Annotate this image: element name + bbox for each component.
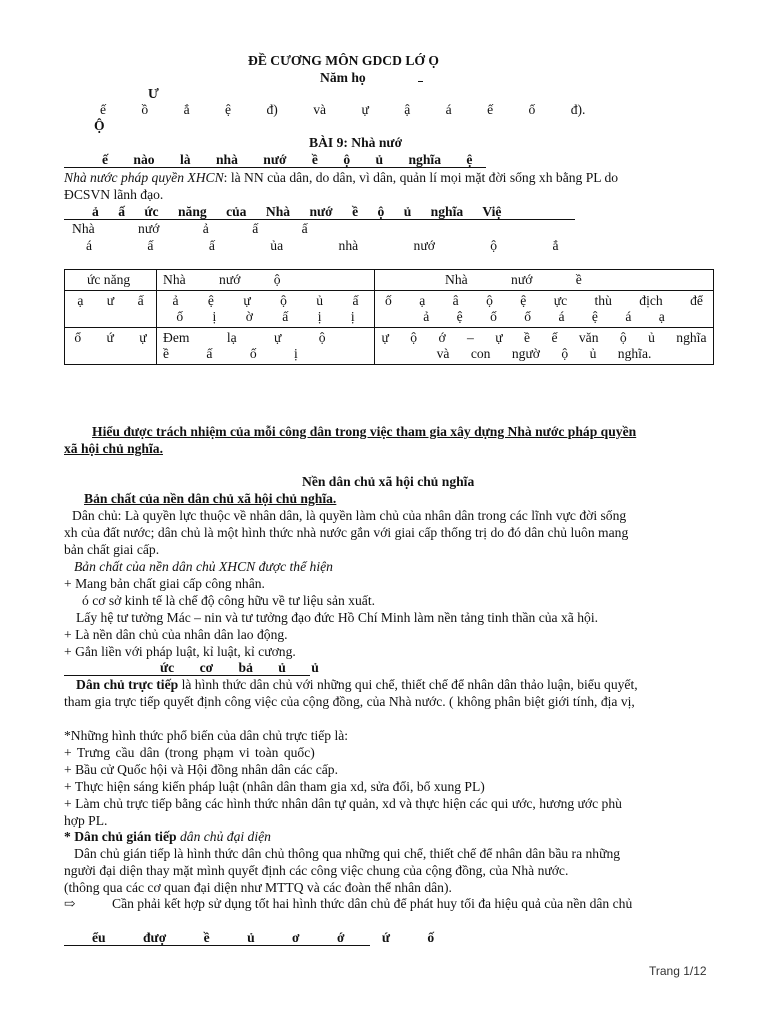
common-form-item: + Làm chủ trực tiếp bằng các hình thức nhân dân tự quản, xd và thực hiện các qui ước, hương ước phù <box>64 796 622 811</box>
question-2: ả ấ ức năng của Nhà nướ ề ộ ủ nghĩa Việ <box>92 204 502 219</box>
direct-democracy-line-2: tham gia trực tiếp quyết định công việc của cộng đồng, của Nhà nước. ( không phân biệt giới tính, địa vị, <box>64 694 635 709</box>
nature-item: ó cơ sở kinh tế là chế độ công hữu về tư liệu sản xuất. <box>82 593 375 608</box>
document-title: ĐỀ CƯƠNG MÔN GDCD LỚ Ọ <box>248 53 439 68</box>
last-heading-underline <box>64 945 370 946</box>
nature-item: Lấy hệ tư tưởng Mác – nin và tư tưởng đạo đức Hồ Chí Minh làm nền tảng tinh thần của xã hội. <box>76 610 598 625</box>
note-mark-2: Ộ <box>94 118 105 133</box>
note-line: ế ồ ắ ệ đ) và ự ậ á ế ố đ). <box>100 102 586 117</box>
year-underline <box>418 81 423 82</box>
common-form-item: hợp PL. <box>64 813 108 828</box>
question-1-underline <box>64 167 486 168</box>
nature-line-a: Nhà nướ ả ấ ấ <box>72 221 308 236</box>
function-table <box>64 269 714 365</box>
democracy-title: Nền dân chủ xã hội chủ nghĩa <box>302 474 475 489</box>
nature-line-b: á ấ ấ ủa nhà nướ ộ ắ <box>86 238 559 253</box>
common-form-item: + Trưng cầu dân (trong phạm vi toàn quốc) <box>64 745 315 760</box>
democracy-question: Bản chất của nền dân chủ xã hội chủ nghĩa. <box>84 491 337 506</box>
indirect-democracy-heading: * Dân chủ gián tiếp dân chủ đại diện <box>64 829 271 844</box>
nature-item: + Gắn liền với pháp luật, kỉ luật, kỉ cương. <box>64 644 296 659</box>
responsibility-heading-1: Hiểu được trách nhiệm của mỗi công dân trong việc tham gia xây dựng Nhà nước pháp quyền <box>92 424 637 439</box>
indirect-democracy-line-1: Dân chủ gián tiếp là hình thức dân chủ thông qua những qui chế, thiết chế để nhân dân bầu ra những <box>74 846 621 861</box>
forms-heading: ức cơ bả ủ ủ <box>160 660 319 675</box>
table-header: Nhà nướ ộ <box>157 270 375 291</box>
democracy-paragraph-2: xh của đất nước; dân chủ là một hình thức nhà nước gắn với giai cấp thống trị do đó dân chủ luôn mang <box>64 525 629 540</box>
table-header: Nhà nướ ề <box>375 270 714 291</box>
table-row <box>65 328 714 365</box>
table-cell: ạ ư ấ <box>65 291 157 328</box>
arrow-icon: ⇨ <box>64 896 76 911</box>
conclusion-line: Cần phải kết hợp sử dụng tốt hai hình thức dân chủ để phát huy tối đa hiệu quả của nền dân chủ <box>112 896 633 911</box>
note-mark: Ư <box>148 86 159 101</box>
democracy-paragraph-1: Dân chủ: Là quyền lực thuộc về nhân dân, là quyền làm chủ của nhân dân trong các lĩnh vực đời sống <box>72 508 627 523</box>
common-form-item: + Thực hiện sáng kiến pháp luật (nhân dân tham gia xd, sửa đổi, bổ xung PL) <box>64 779 485 794</box>
direct-democracy-line-1: Dân chủ trực tiếp là hình thức dân chủ với những qui chế, thiết chế để nhân dân thảo luận, biểu quyết, <box>76 677 638 692</box>
page-number: Trang 1/12 <box>649 964 707 978</box>
table-header-row <box>65 270 714 291</box>
table-cell: ổ ứ ự <box>65 328 157 365</box>
definition-line-1: Nhà nước pháp quyền XHCN: là NN của dân, do dân, vì dân, quản lí mọi mặt đời sống xh bằng PL do <box>64 170 619 185</box>
table-cell: Đem lạ ự ộ ề ấ ố ị <box>157 328 375 365</box>
school-year: Năm họ <box>320 70 366 85</box>
common-form-item: + Bầu cử Quốc hội và Hội đồng nhân dân các cấp. <box>64 762 338 777</box>
nature-item: + Là nền dân chủ của nhân dân lao động. <box>64 627 288 642</box>
table-cell: ả ệ ự ộ ủ ấ ố ị ờ ấ ị ị <box>157 291 375 328</box>
democracy-paragraph-3: bản chất giai cấp. <box>64 542 160 557</box>
indirect-democracy-line-3: (thông qua các cơ quan đại diện như MTTQ và các đoàn thể nhân dân). <box>64 880 452 895</box>
table-cell: ố ạ â ộ ệ ực thù địch để ả ệ ố ố á ệ á ạ <box>375 291 714 328</box>
definition-line-2: ĐCSVN lãnh đạo. <box>64 187 164 202</box>
table-header: ức năng <box>65 270 157 291</box>
forms-heading-underline <box>64 675 310 676</box>
indirect-democracy-line-2: người đại diện thay mặt mình quyết định các công việc chung của cộng đồng, của Nhà nước. <box>64 863 569 878</box>
common-forms-title: *Những hình thức phổ biến của dân chủ trực tiếp là: <box>64 728 349 743</box>
responsibility-heading-2: xã hội chủ nghĩa. <box>64 441 163 456</box>
question-1: ế nào là nhà nướ ề ộ ủ nghĩa ệ <box>102 152 473 167</box>
nature-subheading: Bản chất của nền dân chủ XHCN được thể hiện <box>74 559 333 574</box>
last-heading: ểu đượ ề ủ ơ ớ ứ ố <box>92 930 435 945</box>
table-row <box>65 291 714 328</box>
lesson-title: BÀI 9: Nhà nướ <box>309 135 403 150</box>
nature-item: + Mang bản chất giai cấp công nhân. <box>64 576 265 591</box>
question-2-underline <box>64 219 575 220</box>
table-cell: ự ộ ớ – ự ề ế văn ộ ủ nghĩa và con ngườ ộ ủ nghĩa. <box>375 328 714 365</box>
